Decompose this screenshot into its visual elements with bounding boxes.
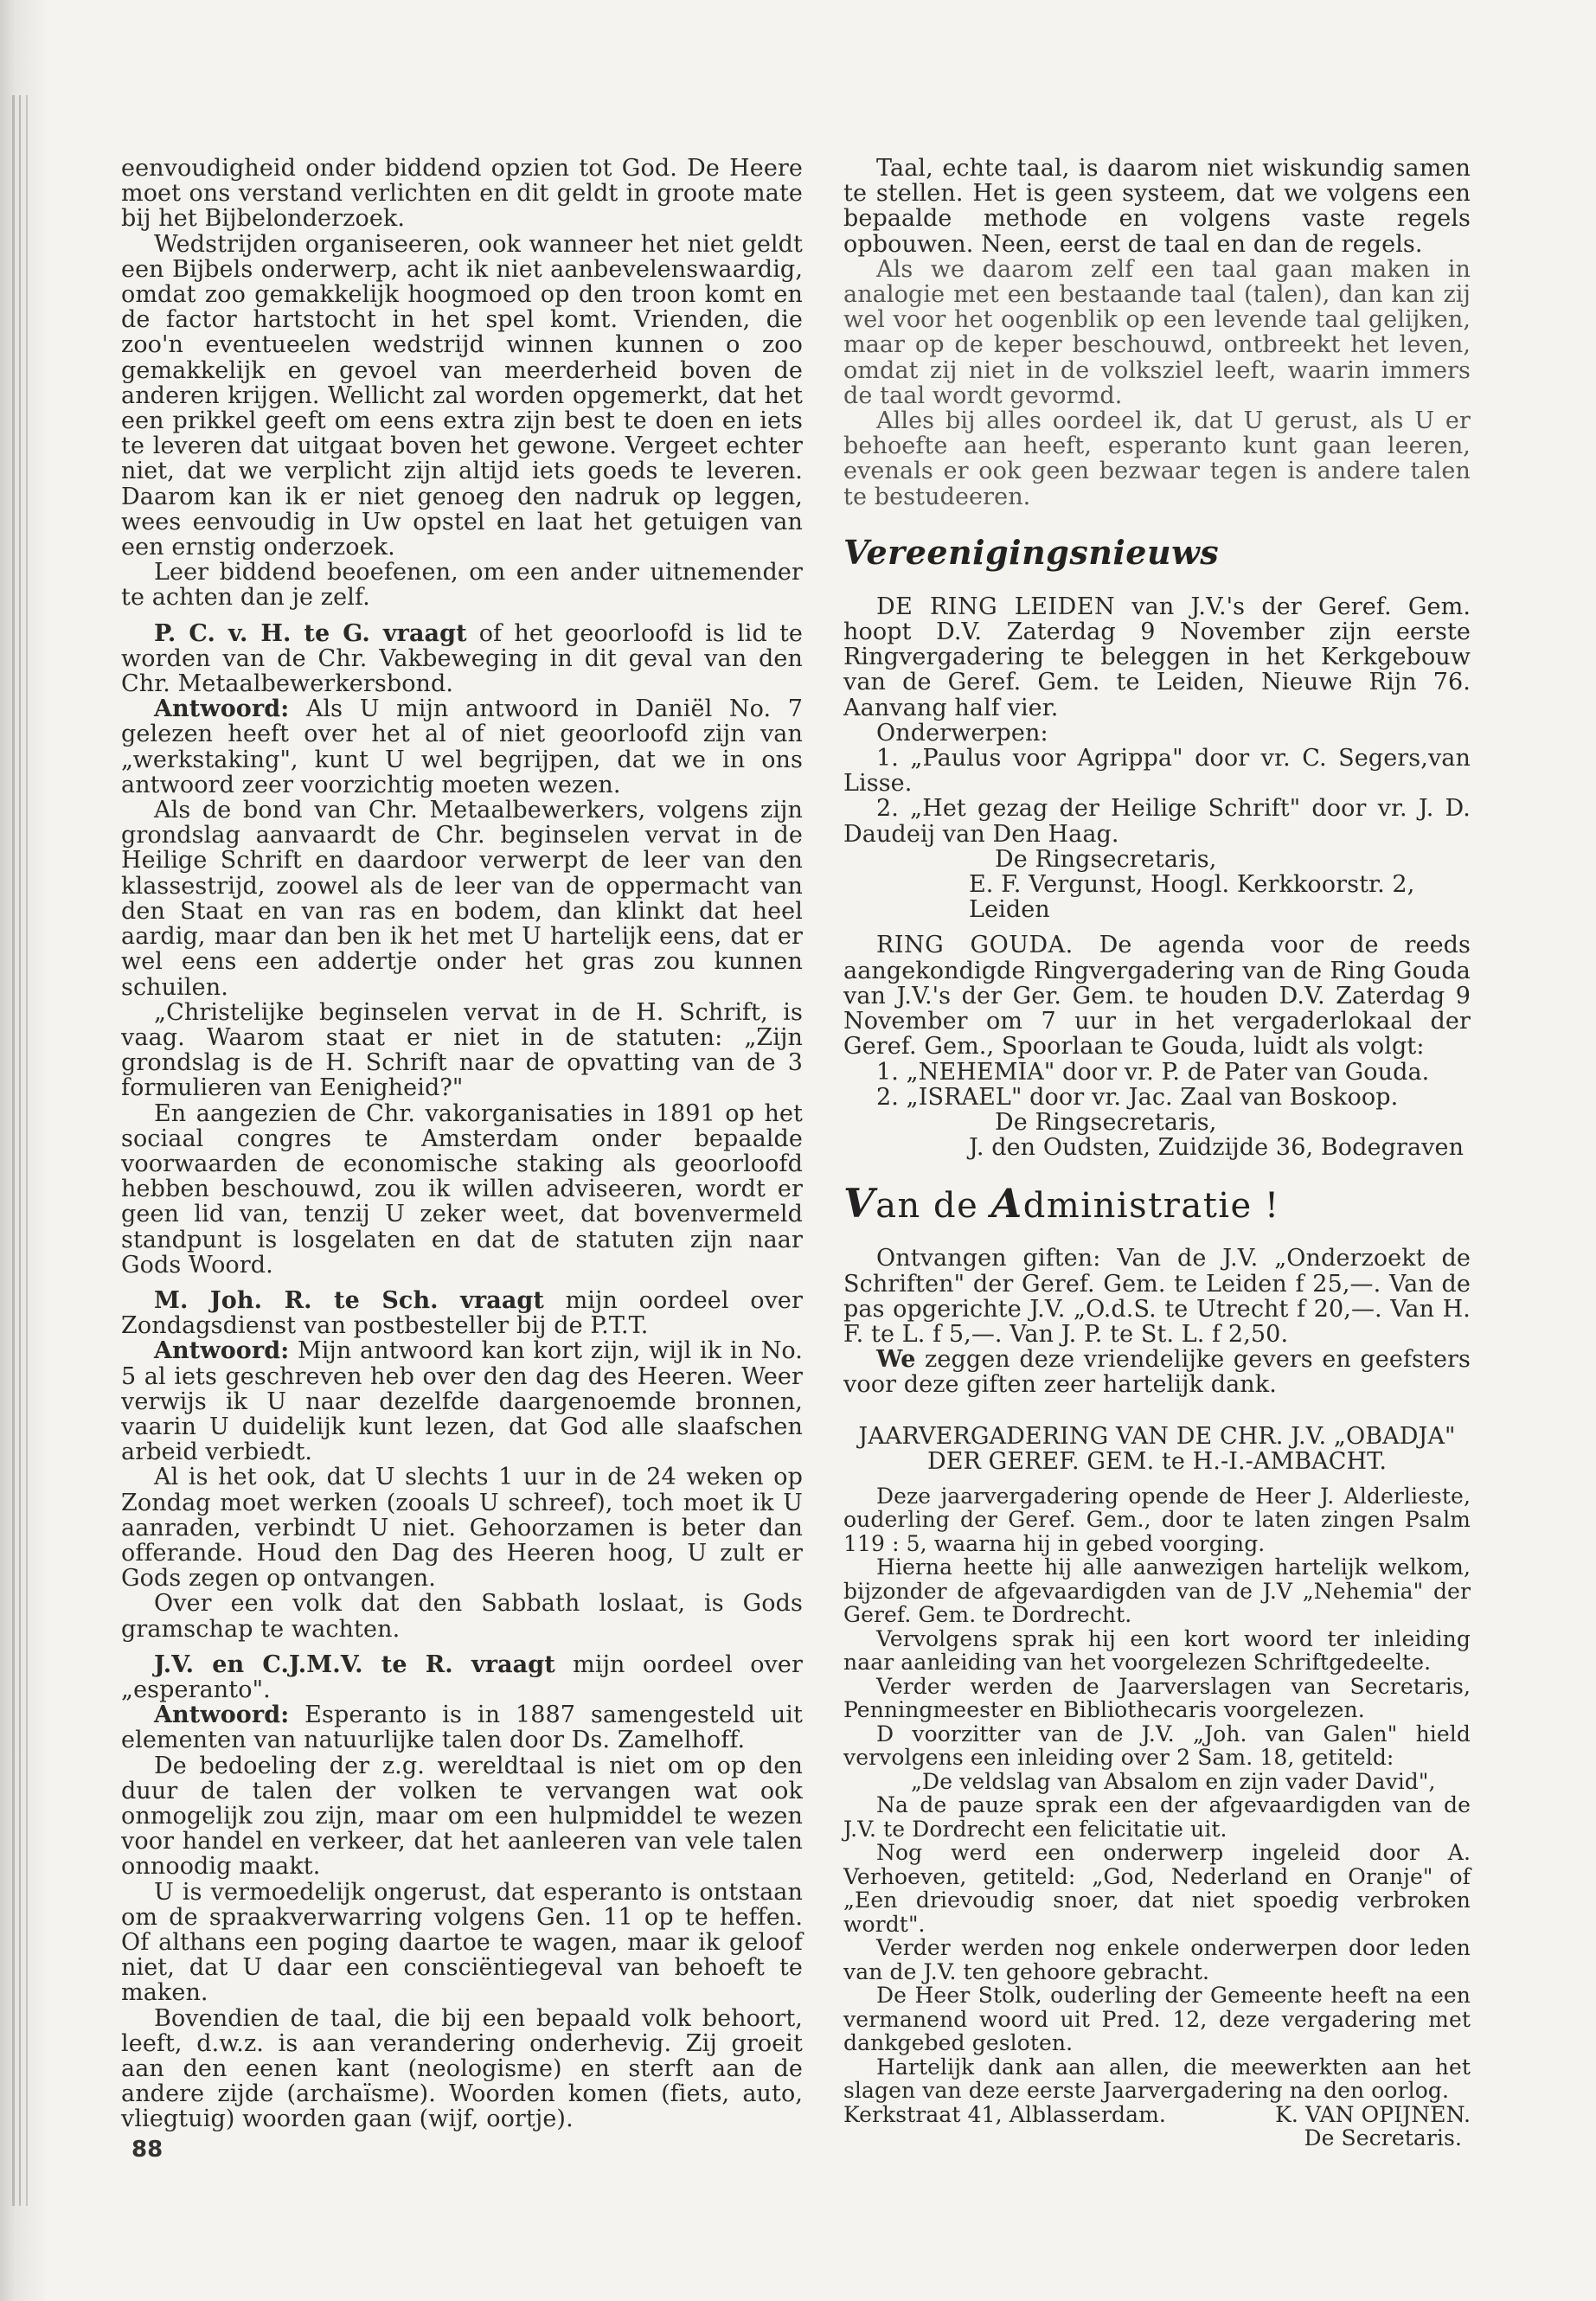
question-label: J.V. en C.J.M.V. te R. vraagt [154,1650,555,1678]
jaarvergadering-title: JAARVERGADERING VAN DE CHR. J.V. „OBADJA" [858,1422,1456,1450]
answer-3 [121,1702,803,1753]
paragraph: De bedoeling der z.g. wereldtaal is niet om op den duur de talen der volken te vervangen wat ook onmogelijk zou zijn, maar om een hulpmiddel te wezen voor handel en verkeer, dat het aanleeren van vele talen onnoodig maakt. [121,1752,803,1881]
paragraph: Als we daarom zelf een taal gaan maken in analogie met een bestaande taal (talen), dan kan zij wel voor het oogenblik op een levende taal gelijken, maar op de keper beschouwd, ontbreekt het leven, omdat zij niet in de volksziel leeft, waarin immers de taal wordt gevormd. [843,255,1471,409]
footer-line [843,2103,1471,2127]
paragraph: Nog werd een onderwerp ingeleid door A. Verhoeven, getiteld: „God, Nederland en Oranje" of „Een drievoudig snoer, dat niet spoedig verbroken wordt". [843,1840,1471,1937]
signature-title: De Ringsecretaris, [995,845,1217,873]
question-label: P. C. v. H. te G. vraagt [154,619,467,647]
onderwerpen-label: Onderwerpen: [876,719,1048,747]
paragraph: Deze jaarvergadering opende de Heer J. Alderlieste, ouderling der Geref. Gem., door te laten zingen Psalm 119 : 5, waarna hij in gebed voorging. [843,1483,1471,1556]
question-label: M. Joh. R. te Sch. vraagt [154,1286,544,1314]
paragraph: De Heer Stolk, ouderling der Gemeente heeft na een vermanend woord uit Pred. 12, deze vergadering met dankgebed gesloten. [843,1983,1471,2056]
ring-leiden-text: van J.V.'s der Geref. Gem. hoopt D.V. Zaterdag 9 November zijn eerste Ringvergadering te beleggen in het Kerkgebouw van de Geref. Gem. te Leiden, Nieuwe Rijn 76. Aanvang half vier. [843,593,1471,721]
dank-paragraph [843,1347,1471,1397]
list-item: 2. „Het gezag der Heilige Schrift" door vr. J. D. Daudeij van Den Haag. [843,795,1471,848]
answer-label: Antwoord: [154,695,290,723]
binding-line [19,95,21,2206]
dank-label: We [876,1346,916,1374]
paragraph: Na de pauze sprak een der afgevaardigden van de J.V. te Dordrecht een felicitatie uit. [843,1792,1471,1842]
list-item: 2. „ISRAEL" door vr. Jac. Zaal van Boskoop. [876,1083,1399,1111]
heading-initial: V [843,1180,876,1227]
signature-name: E. F. Vergunst, Hoogl. Kerkkoorstr. 2, Leiden [969,871,1415,924]
paragraph: „Christelijke beginselen vervat in de H. Schrift, is vaag. Waarom staat er niet in de statuten: „Zijn grondslag is de H. Schrift naar de opvatting van de 3 formulieren van Eenigheid?" [121,998,803,1102]
paragraph: Verder werden nog enkele onderwerpen door leden van de J.V. ten gehoore gebracht. [843,1935,1471,1984]
section-heading-vereenigingsnieuws: Vereenigingsnieuws [843,532,1220,572]
paragraph: Verder werden de Jaarverslagen van Secretaris, Penningmeester en Bibliothecaris voorgelezen. [843,1673,1471,1723]
paragraph: Hartelijk dank aan allen, die meewerkten aan het slagen van deze eerste Jaarvergadering na den oorlog. [843,2054,1471,2104]
page-binding-edge [0,0,45,2301]
question-text: of het geoorloofd is lid te worden van de Chr. Vakbeweging in dit geval van den Chr. Metaalbewerkersbond. [121,619,803,698]
question-text: mijn oordeel over Zondagsdienst van postbesteller bij de P.T.T. [121,1286,804,1340]
dank-text: zeggen deze vriendelijke gevers en geefsters voor deze giften zeer hartelijk dank. [843,1346,1471,1399]
paragraph: Wedstrijden organiseeren, ook wanneer het niet geldt een Bijbels onderwerp, acht ik niet aanbevelenswaardig, omdat zoo gemakkelijk hoogmoed op den troon komt en de factor hartstocht in het spel komt. Vrienden, die zoo'n eventueelen wedstrijd winnen kunnen o zoo gemakkelijk en gevoel van meerderheid boven de anderen krijgen. Wellicht zal worden opgemerkt, dat het een prikkel geeft om eens extra zijn best te doen en iets te leveren dat uitgaat boven het gewone. Vergeet echter niet, dat we verplicht zijn altijd iets goeds te leveren. Daarom kan ik er niet genoeg den nadruk op leggen, wees eenvoudig in Uw opstel en laat het getuigen van een ernstig onderzoek. [121,230,803,561]
footer-address: Kerkstraat 41, Alblasserdam. [843,2101,1166,2127]
paragraph: Over een volk dat den Sabbath loslaat, is Gods gramschap te wachten. [121,1590,803,1643]
question-3 [121,1652,803,1702]
footer-name: K. VAN OPIJNEN. [1275,2101,1471,2127]
signature-name: J. den Oudsten, Zuidzijde 36, Bodegraven [969,1134,1465,1162]
jaarvergadering-report [843,1484,1471,2150]
ring-leiden-lead: DE RING LEIDEN [876,593,1116,620]
answer-2 [121,1338,803,1465]
paragraph: U is vermoedelijk ongerust, dat esperanto is ontstaan om de spraakverwarring volgens Gen. 11 op te heffen. Of althans een poging daartoe te wagen, maar ik geloof niet, dat U daar een consciëntiegeval van behoeft te maken. [121,1878,803,2007]
paragraph: Leer biddend beoefenen, om een ander uitnemender te achten dan je zelf. [121,559,803,612]
answer-text: Esperanto is in 1887 samengesteld uit elementen van natuurlijke talen door Ds. Zamelhoff. [121,1702,803,1754]
binding-line [12,95,15,2206]
ring-gouda-notice [843,933,1471,1059]
paragraph: Al is het ook, dat U slechts 1 uur in de 24 weken op Zondag moet werken (zooals U schreef), toch moet ik U aanraden, verbindt U niet. Gehoorzamen is beter dan offerande. Houd den Dag des Heeren hoog, U zult er Gods zegen op ontvangen. [121,1464,803,1593]
page-number: 88 [131,2137,163,2163]
paragraph: Bovendien de taal, die bij een bepaald volk behoort, leeft, d.w.z. is aan verandering onderhevig. Zij groeit aan den eenen kant (neologisme) en sterft aan de andere zijde (archaïsme). Woorden komen (fiets, auto, vliegtuig) woorden gaan (wijf, oortje). [121,2004,803,2133]
paragraph: eenvoudigheid onder biddend opzien tot God. De Heere moet ons verstand verlichten en dit geldt in groote mate bij het Bijbelonderzoek. [121,155,803,233]
answer-text: Mijn antwoord kan kort zijn, wijl ik in No. 5 al iets geschreven heb over den dag des Heeren. Weer verwijs ik U naar dezelfde daargenoemde bronnen, vaarin U duidelijk kunt lezen, dat God alle slaafschen arbeid verbiedt. [121,1337,803,1466]
question-1 [121,621,803,697]
answer-label: Antwoord: [154,1337,290,1365]
right-column [843,156,1471,2150]
spacer [843,1398,1471,1424]
question-2 [121,1288,803,1338]
paragraph: Vervolgens sprak hij een kort woord ter inleiding naar aanleiding van het voorgelezen Schriftgedeelte. [843,1625,1471,1676]
paragraph: Hierna heette hij alle aanwezigen hartelijk welkom, bijzonder de afgevaardigden van de J.V „Nehemia" der Geref. Gem. te Dordrecht. [843,1554,1471,1628]
jaarvergadering-subtitle: DER GEREF. GEM. te H.-I.-AMBACHT. [926,1447,1387,1475]
heading-initial: A [990,1180,1023,1227]
answer-label: Antwoord: [154,1702,290,1729]
ring-leiden-notice [843,594,1471,721]
answer-1 [121,696,803,798]
list-item: 1. „NEHEMIA" door vr. P. de Pater van Gouda. [876,1058,1430,1086]
heading-text: dministratie ! [1022,1186,1280,1227]
answer-text: Als U mijn antwoord in Daniël No. 7 gelezen heeft over het al of niet geoorloofd zijn van „werkstaking", kunt U wel begrijpen, dat we in ons antwoord zeer voorzichtig moeten wezen. [121,695,803,798]
paragraph: Alles bij alles oordeel ik, dat U gerust, als U er behoefte aan heeft, esperanto kunt gaan leeren, evenals er ook geen bezwaar tegen is andere talen te bestudeeren. [843,407,1471,510]
list-item: 1. „Paulus voor Agrippa" door vr. C. Segers,van Lisse. [843,745,1471,798]
question-text: mijn oordeel over „esperanto". [121,1650,803,1703]
left-column [121,156,803,2132]
paragraph: En aangezien de Chr. vakorganisaties in 1891 op het sociaal congres te Amsterdam onder bepaalde voorwaarden de economische staking als geoorloofd hebben beschouwd, zou ik willen adviseeren, wordt er geen lid van, tenzij U zeker weet, dat bovenvermeld standpunt is losgelaten en dat de statuten zijn naar Gods Woord. [121,1099,803,1279]
paragraph: D voorzitter van de J.V. „Joh. van Galen" hield vervolgens een inleiding over 2 Sam. 18, getiteld: [843,1721,1471,1771]
ring-gouda-text: De agenda voor de reeds aangekondigde Ringvergadering van de Ring Gouda van J.V.'s der Ger. Gem. te houden D.V. Zaterdag 9 November om 7 uur in het vergaderlokaal der Geref. Gem., Spoorlaan te Gouda, luidt als volgt: [843,932,1471,1061]
binding-line [26,95,28,2206]
section-heading-administratie [843,1180,1471,1227]
paragraph: Als de bond van Chr. Metaalbewerkers, volgens zijn grondslag aanvaardt de Chr. beginselen vervat in de Heilige Schrift en daardoor verwerpt de leer van den klassestrijd, zoowel als de leer van de oppermacht van den Staat en van ras en bodem, dan klinkt dat heel aardig, maar dan ben ik het met U hartelijk eens, dat er wel eens een addertje onder het gras zou kunnen schuilen. [121,797,803,1001]
giften-paragraph: Ontvangen giften: Van de J.V. „Onderzoekt de Schriften" der Geref. Gem. te Leiden f 25,—. Van de pas opgerichte J.V. „O.d.S. te Utrecht f 20,—. Van H. F. te L. f 5,—. Van J. P. te St. L. f 2,50. [843,1245,1471,1348]
paragraph: Taal, echte taal, is daarom niet wiskundig samen te stellen. Het is geen systeem, dat we volgens een bepaalde methode en volgens vaste regels opbouwen. Neen, eerst de taal en dan de regels. [843,155,1471,258]
signature-title: De Ringsecretaris, [995,1108,1217,1136]
paragraph: „De veldslag van Absalom en zijn vader David", [911,1768,1436,1794]
heading-text: an de [875,1186,991,1227]
ring-gouda-lead: RING GOUDA. [876,932,1074,959]
footer-role: De Secretaris. [1304,2125,1462,2151]
